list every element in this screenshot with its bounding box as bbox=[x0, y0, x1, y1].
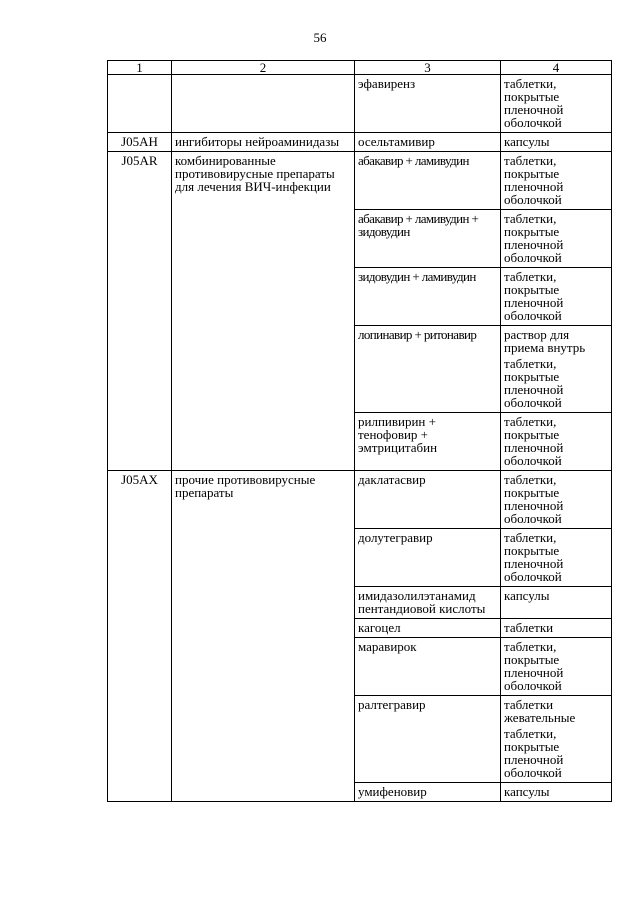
table-row bbox=[108, 133, 612, 152]
header-row bbox=[108, 61, 612, 75]
dosage-form: таблетки жевательные bbox=[504, 697, 576, 725]
drug-cell: умифеновир bbox=[355, 783, 501, 802]
dosage-form: капсулы bbox=[504, 784, 550, 799]
dosage-form: таблетки, покрытые пленочной оболочкой bbox=[504, 76, 564, 130]
drug-cell: даклатасвир bbox=[355, 471, 501, 529]
group-cell: ингибиторы нейроаминидазы bbox=[172, 133, 355, 152]
dosage-form: таблетки, покрытые пленочной оболочкой bbox=[504, 472, 564, 526]
drug-cell: абакавир + ламивудин + зидовудин bbox=[355, 210, 501, 268]
group-cell: комбинированные противовирусные препараты для лечения ВИЧ-инфекции bbox=[172, 152, 355, 471]
form-cell bbox=[501, 471, 612, 529]
table-row bbox=[108, 471, 612, 529]
form-cell bbox=[501, 413, 612, 471]
drug-cell: эфавиренз bbox=[355, 75, 501, 133]
dosage-form: таблетки, покрытые пленочной оболочкой bbox=[504, 356, 564, 410]
drug-cell: ралтегравир bbox=[355, 696, 501, 783]
atc-code-cell: J05AX bbox=[108, 471, 172, 802]
dosage-form: капсулы bbox=[504, 134, 550, 149]
column-header-3: 3 bbox=[355, 61, 501, 75]
group-cell: прочие противовирусные препараты bbox=[172, 471, 355, 802]
form-cell bbox=[501, 783, 612, 802]
dosage-form: таблетки, покрытые пленочной оболочкой bbox=[504, 153, 564, 207]
column-header-2: 2 bbox=[172, 61, 355, 75]
dosage-form: раствор для приема внутрь bbox=[504, 327, 586, 355]
drug-cell: осельтамивир bbox=[355, 133, 501, 152]
column-header-1: 1 bbox=[108, 61, 172, 75]
table-row bbox=[108, 75, 612, 133]
drug-cell: рилпивирин + тенофовир + эмтрицитабин bbox=[355, 413, 501, 471]
dosage-form: таблетки, покрытые пленочной оболочкой bbox=[504, 530, 564, 584]
form-cell bbox=[501, 638, 612, 696]
drug-cell: лопинавир + ритонавир bbox=[355, 326, 501, 413]
atc-code-cell bbox=[108, 75, 172, 133]
atc-code-cell: J05AR bbox=[108, 152, 172, 471]
dosage-form: таблетки bbox=[504, 620, 554, 635]
form-cell bbox=[501, 529, 612, 587]
dosage-form: таблетки, покрытые пленочной оболочкой bbox=[504, 269, 564, 323]
form-cell bbox=[501, 152, 612, 210]
form-cell bbox=[501, 210, 612, 268]
drug-table bbox=[107, 60, 612, 802]
dosage-form: таблетки, покрытые пленочной оболочкой bbox=[504, 726, 564, 780]
drug-cell: зидовудин + ламивудин bbox=[355, 268, 501, 326]
form-cell bbox=[501, 75, 612, 133]
form-cell bbox=[501, 619, 612, 638]
form-cell bbox=[501, 326, 612, 413]
drug-cell: кагоцел bbox=[355, 619, 501, 638]
drug-cell: долутегравир bbox=[355, 529, 501, 587]
group-cell bbox=[172, 75, 355, 133]
form-cell bbox=[501, 696, 612, 783]
drug-cell: маравирок bbox=[355, 638, 501, 696]
drug-cell: имидазолилэтанамид пентандиовой кислоты bbox=[355, 587, 501, 619]
page-number: 56 bbox=[313, 30, 327, 45]
dosage-form: таблетки, покрытые пленочной оболочкой bbox=[504, 211, 564, 265]
dosage-form: капсулы bbox=[504, 588, 550, 603]
drug-cell: абакавир + ламивудин bbox=[355, 152, 501, 210]
form-cell bbox=[501, 133, 612, 152]
atc-code-cell: J05AH bbox=[108, 133, 172, 152]
form-cell bbox=[501, 268, 612, 326]
form-cell bbox=[501, 587, 612, 619]
table-row bbox=[108, 152, 612, 210]
column-header-4: 4 bbox=[501, 61, 612, 75]
dosage-form: таблетки, покрытые пленочной оболочкой bbox=[504, 414, 564, 468]
dosage-form: таблетки, покрытые пленочной оболочкой bbox=[504, 639, 564, 693]
